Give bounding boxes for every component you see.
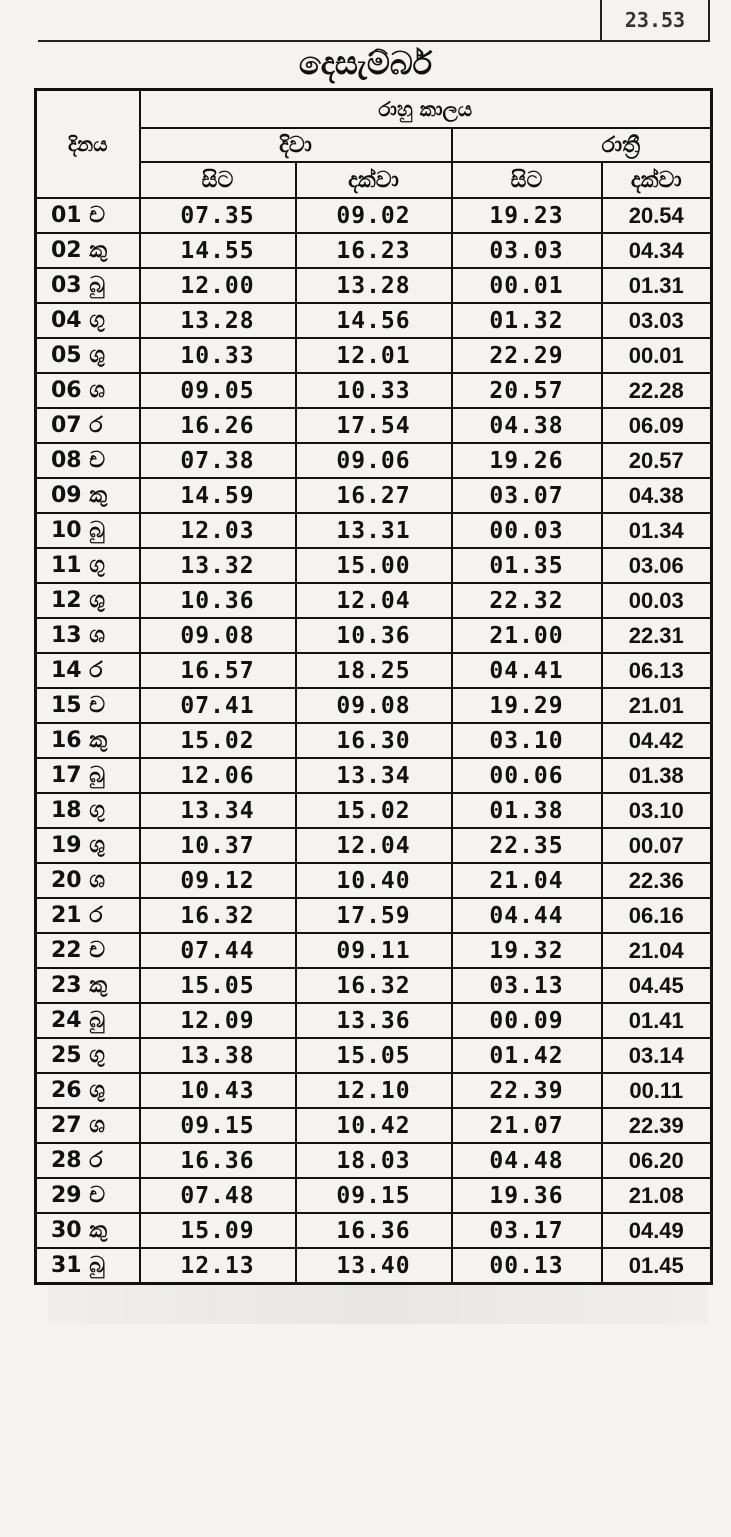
day-from-cell: 12.06 (140, 758, 296, 793)
day-to-cell: 10.40 (296, 863, 452, 898)
day-cell: 02 කු (36, 233, 140, 268)
day-from-cell: 16.32 (140, 898, 296, 933)
day-cell: 16 කු (36, 723, 140, 758)
rahu-kalaya-header: රාහු කාලය (140, 90, 712, 129)
day-cell: 04 ගු (36, 303, 140, 338)
day-time-header: දිවා (140, 128, 452, 162)
night-from-cell: 19.32 (452, 933, 602, 968)
day-from-cell: 16.36 (140, 1143, 296, 1178)
day-to-cell: 09.02 (296, 198, 452, 233)
night-from-cell: 19.23 (452, 198, 602, 233)
day-cell: 13 ශ (36, 618, 140, 653)
night-from-cell: 01.35 (452, 548, 602, 583)
night-to-cell: 21.01 (602, 688, 712, 723)
day-from-cell: 12.03 (140, 513, 296, 548)
table-row (36, 653, 712, 688)
table-row (36, 723, 712, 758)
day-to-cell: 12.04 (296, 828, 452, 863)
day-cell: 28 ර (36, 1143, 140, 1178)
night-from-cell: 03.03 (452, 233, 602, 268)
night-to-header: දක්වා (602, 162, 712, 198)
day-from-cell: 07.35 (140, 198, 296, 233)
night-to-cell: 01.45 (602, 1248, 712, 1284)
day-from-cell: 07.48 (140, 1178, 296, 1213)
night-from-cell: 21.00 (452, 618, 602, 653)
night-from-cell: 22.29 (452, 338, 602, 373)
day-cell: 27 ශ (36, 1108, 140, 1143)
night-from-cell: 19.36 (452, 1178, 602, 1213)
day-from-cell: 15.02 (140, 723, 296, 758)
day-to-cell: 10.42 (296, 1108, 452, 1143)
night-from-cell: 22.32 (452, 583, 602, 618)
night-from-cell: 00.06 (452, 758, 602, 793)
day-to-cell: 12.04 (296, 583, 452, 618)
day-to-cell: 12.01 (296, 338, 452, 373)
day-cell: 09 කු (36, 478, 140, 513)
table-row (36, 618, 712, 653)
day-to-cell: 12.10 (296, 1073, 452, 1108)
day-cell: 05 ශු (36, 338, 140, 373)
night-to-cell: 04.34 (602, 233, 712, 268)
night-from-cell: 20.57 (452, 373, 602, 408)
day-cell: 14 ර (36, 653, 140, 688)
day-to-cell: 13.36 (296, 1003, 452, 1038)
night-to-cell: 03.03 (602, 303, 712, 338)
night-to-cell: 21.04 (602, 933, 712, 968)
night-to-cell: 06.20 (602, 1143, 712, 1178)
day-from-cell: 16.57 (140, 653, 296, 688)
night-to-cell: 04.49 (602, 1213, 712, 1248)
day-cell: 31 බු (36, 1248, 140, 1284)
rahu-kalaya-table-container (34, 88, 710, 1279)
day-from-cell: 09.08 (140, 618, 296, 653)
day-cell: 25 ගු (36, 1038, 140, 1073)
night-to-cell: 00.07 (602, 828, 712, 863)
night-to-cell: 03.06 (602, 548, 712, 583)
table-row (36, 1073, 712, 1108)
table-row (36, 1178, 712, 1213)
day-from-cell: 10.43 (140, 1073, 296, 1108)
day-cell: 03 බු (36, 268, 140, 303)
table-row (36, 583, 712, 618)
night-from-cell: 01.32 (452, 303, 602, 338)
night-to-cell: 04.38 (602, 478, 712, 513)
night-from-cell: 01.42 (452, 1038, 602, 1073)
day-to-cell: 16.23 (296, 233, 452, 268)
night-to-cell: 21.08 (602, 1178, 712, 1213)
table-row (36, 303, 712, 338)
previous-month-table-edge (38, 0, 710, 42)
table-row (36, 793, 712, 828)
day-to-cell: 13.34 (296, 758, 452, 793)
night-from-cell: 03.07 (452, 478, 602, 513)
day-from-cell: 13.28 (140, 303, 296, 338)
day-from-cell: 10.36 (140, 583, 296, 618)
day-cell: 20 ශ (36, 863, 140, 898)
day-to-cell: 16.32 (296, 968, 452, 1003)
night-to-cell: 22.39 (602, 1108, 712, 1143)
night-to-cell: 22.36 (602, 863, 712, 898)
night-to-cell: 00.03 (602, 583, 712, 618)
day-cell: 07 ර (36, 408, 140, 443)
day-to-cell: 16.36 (296, 1213, 452, 1248)
day-from-cell: 13.32 (140, 548, 296, 583)
table-row (36, 863, 712, 898)
day-from-cell: 12.09 (140, 1003, 296, 1038)
day-column-header: දිනය (36, 90, 140, 199)
day-to-cell: 09.15 (296, 1178, 452, 1213)
night-from-cell: 19.26 (452, 443, 602, 478)
day-to-cell: 16.27 (296, 478, 452, 513)
table-row (36, 688, 712, 723)
night-from-cell: 04.38 (452, 408, 602, 443)
day-from-cell: 09.05 (140, 373, 296, 408)
day-cell: 10 බු (36, 513, 140, 548)
night-to-cell: 01.38 (602, 758, 712, 793)
day-to-cell: 15.00 (296, 548, 452, 583)
day-cell: 22 ච (36, 933, 140, 968)
night-from-cell: 00.03 (452, 513, 602, 548)
table-row (36, 513, 712, 548)
previous-month-last-value: 23.53 (600, 0, 708, 40)
day-to-cell: 14.56 (296, 303, 452, 338)
table-row (36, 1213, 712, 1248)
day-to-cell: 10.33 (296, 373, 452, 408)
table-row (36, 933, 712, 968)
table-row (36, 1038, 712, 1073)
night-from-header: සිට (452, 162, 602, 198)
table-row (36, 548, 712, 583)
night-to-cell: 22.31 (602, 618, 712, 653)
night-from-cell: 01.38 (452, 793, 602, 828)
table-row (36, 268, 712, 303)
day-from-cell: 16.26 (140, 408, 296, 443)
day-cell: 15 ච (36, 688, 140, 723)
day-cell: 01 ච (36, 198, 140, 233)
day-from-cell: 10.33 (140, 338, 296, 373)
day-to-cell: 09.11 (296, 933, 452, 968)
day-to-cell: 15.02 (296, 793, 452, 828)
day-from-cell: 09.15 (140, 1108, 296, 1143)
day-to-cell: 13.31 (296, 513, 452, 548)
day-cell: 30 කු (36, 1213, 140, 1248)
night-from-cell: 04.48 (452, 1143, 602, 1178)
table-row (36, 478, 712, 513)
table-row (36, 198, 712, 233)
day-cell: 29 ච (36, 1178, 140, 1213)
day-from-cell: 07.44 (140, 933, 296, 968)
day-to-cell: 10.36 (296, 618, 452, 653)
night-to-cell: 04.42 (602, 723, 712, 758)
table-row (36, 1143, 712, 1178)
night-to-cell: 06.16 (602, 898, 712, 933)
day-from-cell: 14.59 (140, 478, 296, 513)
night-from-cell: 22.39 (452, 1073, 602, 1108)
night-from-cell: 19.29 (452, 688, 602, 723)
table-row (36, 1108, 712, 1143)
night-to-cell: 22.28 (602, 373, 712, 408)
night-to-cell: 01.34 (602, 513, 712, 548)
table-row (36, 898, 712, 933)
day-cell: 26 ශු (36, 1073, 140, 1108)
night-to-cell: 20.54 (602, 198, 712, 233)
faded-print-area (48, 1282, 708, 1324)
night-from-cell: 22.35 (452, 828, 602, 863)
table-row (36, 408, 712, 443)
day-from-header: සිට (140, 162, 296, 198)
table-row (36, 828, 712, 863)
table-row (36, 233, 712, 268)
day-cell: 12 ශු (36, 583, 140, 618)
day-cell: 08 ච (36, 443, 140, 478)
day-cell: 11 ගු (36, 548, 140, 583)
rahu-kalaya-table (34, 88, 713, 1285)
night-to-cell: 00.11 (602, 1073, 712, 1108)
day-cell: 06 ශ (36, 373, 140, 408)
night-from-cell: 03.13 (452, 968, 602, 1003)
day-from-cell: 15.05 (140, 968, 296, 1003)
day-to-cell: 15.05 (296, 1038, 452, 1073)
day-to-cell: 09.06 (296, 443, 452, 478)
night-to-cell: 01.31 (602, 268, 712, 303)
day-cell: 18 ගු (36, 793, 140, 828)
table-body (36, 198, 712, 1284)
day-cell: 19 ශු (36, 828, 140, 863)
day-from-cell: 13.34 (140, 793, 296, 828)
night-to-cell: 20.57 (602, 443, 712, 478)
night-from-cell: 21.04 (452, 863, 602, 898)
night-from-cell: 00.01 (452, 268, 602, 303)
day-to-cell: 17.59 (296, 898, 452, 933)
day-cell: 24 බු (36, 1003, 140, 1038)
night-from-cell: 04.41 (452, 653, 602, 688)
night-from-cell: 21.07 (452, 1108, 602, 1143)
night-to-cell: 06.09 (602, 408, 712, 443)
day-to-cell: 16.30 (296, 723, 452, 758)
month-title: දෙසැම්බර් (298, 44, 433, 82)
night-from-cell: 03.10 (452, 723, 602, 758)
table-row (36, 338, 712, 373)
day-from-cell: 07.41 (140, 688, 296, 723)
table-row (36, 443, 712, 478)
night-to-cell: 03.10 (602, 793, 712, 828)
day-to-cell: 18.03 (296, 1143, 452, 1178)
table-row (36, 1003, 712, 1038)
day-to-cell: 18.25 (296, 653, 452, 688)
night-from-cell: 00.13 (452, 1248, 602, 1284)
night-time-header: රාත්‍රී (452, 128, 712, 162)
night-to-cell: 00.01 (602, 338, 712, 373)
night-to-cell: 06.13 (602, 653, 712, 688)
day-from-cell: 15.09 (140, 1213, 296, 1248)
day-to-cell: 13.28 (296, 268, 452, 303)
day-from-cell: 07.38 (140, 443, 296, 478)
night-from-cell: 00.09 (452, 1003, 602, 1038)
day-to-header: දක්වා (296, 162, 452, 198)
day-from-cell: 12.00 (140, 268, 296, 303)
table-row (36, 968, 712, 1003)
day-to-cell: 13.40 (296, 1248, 452, 1284)
day-to-cell: 09.08 (296, 688, 452, 723)
day-cell: 23 කු (36, 968, 140, 1003)
day-from-cell: 09.12 (140, 863, 296, 898)
day-from-cell: 13.38 (140, 1038, 296, 1073)
day-from-cell: 14.55 (140, 233, 296, 268)
day-cell: 21 ර (36, 898, 140, 933)
night-from-cell: 03.17 (452, 1213, 602, 1248)
night-from-cell: 04.44 (452, 898, 602, 933)
day-from-cell: 10.37 (140, 828, 296, 863)
day-to-cell: 17.54 (296, 408, 452, 443)
day-cell: 17 බු (36, 758, 140, 793)
table-row (36, 373, 712, 408)
table-row (36, 1248, 712, 1284)
night-to-cell: 01.41 (602, 1003, 712, 1038)
night-to-cell: 03.14 (602, 1038, 712, 1073)
table-row (36, 758, 712, 793)
day-from-cell: 12.13 (140, 1248, 296, 1284)
night-to-cell: 04.45 (602, 968, 712, 1003)
